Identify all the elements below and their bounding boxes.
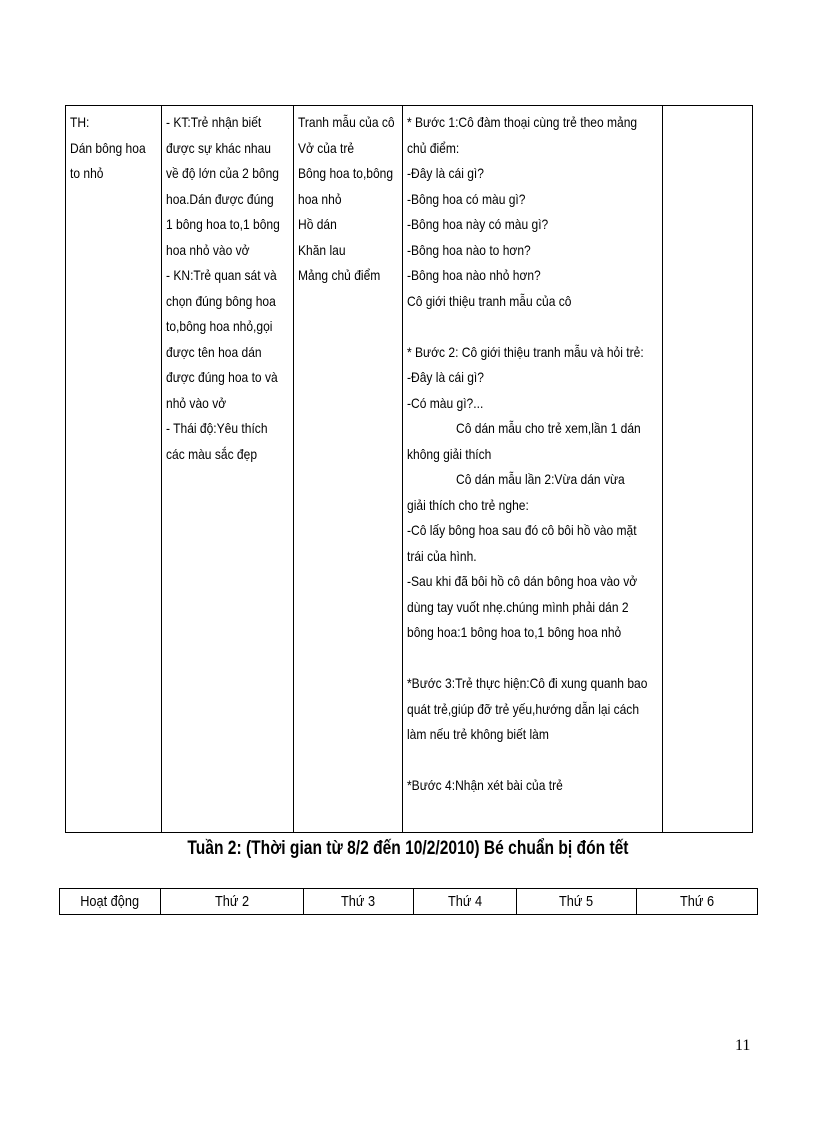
- material-line: hoa nhỏ: [298, 190, 342, 207]
- lesson-row: [66, 106, 753, 833]
- objective-line: 1 bông hoa to,1 bông: [166, 216, 280, 232]
- header-friday: [637, 889, 758, 915]
- objective-line: các màu sắc đẹp: [166, 445, 258, 462]
- step1-line: -Đây là cái gì?: [407, 165, 484, 181]
- objective-line: to,bông hoa nhỏ,gọi: [166, 318, 273, 334]
- header-wednesday: [414, 889, 517, 915]
- step1-line: -Bông hoa nào nhỏ hơn?: [407, 267, 541, 283]
- header-tuesday: [304, 889, 414, 915]
- step1-line: -Bông hoa nào to hơn?: [407, 241, 531, 258]
- step4-line: *Bước 4:Nhận xét bài của trẻ: [407, 777, 563, 793]
- step3-line: làm nếu trẻ không biết làm: [407, 726, 549, 742]
- step2-rest-line: -Sau khi đã bôi hồ cô dán bông hoa vào vở: [407, 573, 638, 589]
- objective-line: - KT:Trẻ nhận biết: [166, 114, 262, 130]
- week-title-text: Tuần 2: (Thời gian từ 8/2 đến 10/2/2010) Bé chuẩn bị đón tết: [187, 838, 629, 859]
- material-line: Vở của trẻ: [298, 139, 355, 156]
- objective-line: được tên hoa dán: [166, 343, 262, 360]
- step2-line: * Bước 2: Cô giới thiệu tranh mẫu và hỏi trẻ:: [407, 343, 644, 360]
- step2-rest-line: bông hoa:1 bông hoa to,1 bông hoa nhỏ: [407, 624, 622, 640]
- material-line: Tranh mẫu của cô: [298, 114, 395, 130]
- step3-line: quát trẻ,giúp đỡ trẻ yếu,hướng dẫn lại cách: [407, 700, 640, 717]
- objectives-cell: [162, 106, 294, 833]
- week-title: [0, 836, 816, 862]
- objective-line: chọn đúng bông hoa: [166, 292, 276, 309]
- header-label: Thứ 5: [559, 893, 594, 910]
- spacer: [407, 314, 658, 340]
- step2-rest-line: trái của hình.: [407, 547, 477, 564]
- activity-line: Dán bông hoa: [70, 139, 146, 156]
- step3-line: *Bước 3:Trẻ thực hiện:Cô đi xung quanh bao: [407, 675, 648, 691]
- objective-line: nhỏ vào vở: [166, 394, 227, 411]
- objective-line: hoa.Dán được đúng: [166, 190, 274, 207]
- step2-line: -Đây là cái gì?: [407, 369, 484, 385]
- objective-line: hoa nhỏ vào vở: [166, 241, 250, 258]
- activity-cell: [66, 106, 162, 833]
- header-thursday: [517, 889, 637, 915]
- demo1-cont-line: không giải thích: [407, 445, 492, 462]
- objective-line: - Thái độ:Yêu thích: [166, 420, 268, 436]
- material-line: Mảng chủ điểm: [298, 267, 381, 283]
- material-line: Khăn lau: [298, 241, 346, 258]
- spacer: [407, 646, 658, 672]
- step2-line: -Có màu gì?...: [407, 394, 484, 411]
- activity-line: TH:: [70, 114, 90, 130]
- header-monday: [161, 889, 304, 915]
- step2-rest-line: -Cô lấy bông hoa sau đó cô bôi hồ vào mặt: [407, 522, 637, 538]
- step2-rest-line: dùng tay vuốt nhẹ.chúng mình phải dán 2: [407, 598, 629, 615]
- step2-rest-line: giải thích cho trẻ nghe:: [407, 496, 529, 513]
- activity-line: to nhỏ: [70, 165, 104, 181]
- lesson-plan-table: [65, 105, 753, 833]
- step1-line: Cô giới thiệu tranh mẫu của cô: [407, 292, 572, 309]
- header-label: Thứ 4: [447, 893, 483, 910]
- demo1-line: Cô dán mẫu cho trẻ xem,lần 1 dán: [456, 420, 641, 436]
- material-line: Bông hoa to,bông: [298, 165, 394, 181]
- step1-line: -Bông hoa có màu gì?: [407, 190, 526, 207]
- step1-line: chủ điểm:: [407, 139, 460, 156]
- step1-line: * Bước 1:Cô đàm thoại cùng trẻ theo mảng: [407, 114, 638, 130]
- notes-cell: [663, 106, 753, 833]
- objective-line: - KN:Trẻ quan sát và: [166, 267, 277, 283]
- objective-line: được đúng hoa to và: [166, 369, 278, 385]
- demo2-line: Cô dán mẫu lần 2:Vừa dán vừa: [456, 471, 625, 487]
- page-number: 11: [735, 1037, 751, 1054]
- header-activity: [60, 889, 161, 915]
- procedure-cell: [403, 106, 663, 833]
- objective-line: về độ lớn của 2 bông: [166, 165, 279, 181]
- week-header-row: [60, 889, 758, 915]
- week-schedule-table: [59, 888, 758, 915]
- header-label: Thứ 6: [679, 893, 715, 910]
- objective-line: được sự khác nhau: [166, 139, 272, 156]
- header-label: Thứ 3: [341, 893, 376, 910]
- header-label: Hoạt động: [80, 893, 140, 910]
- spacer: [407, 748, 658, 774]
- materials-cell: [294, 106, 403, 833]
- material-line: Hồ dán: [298, 216, 337, 232]
- header-label: Thứ 2: [214, 893, 250, 910]
- step1-line: -Bông hoa này có màu gì?: [407, 216, 549, 232]
